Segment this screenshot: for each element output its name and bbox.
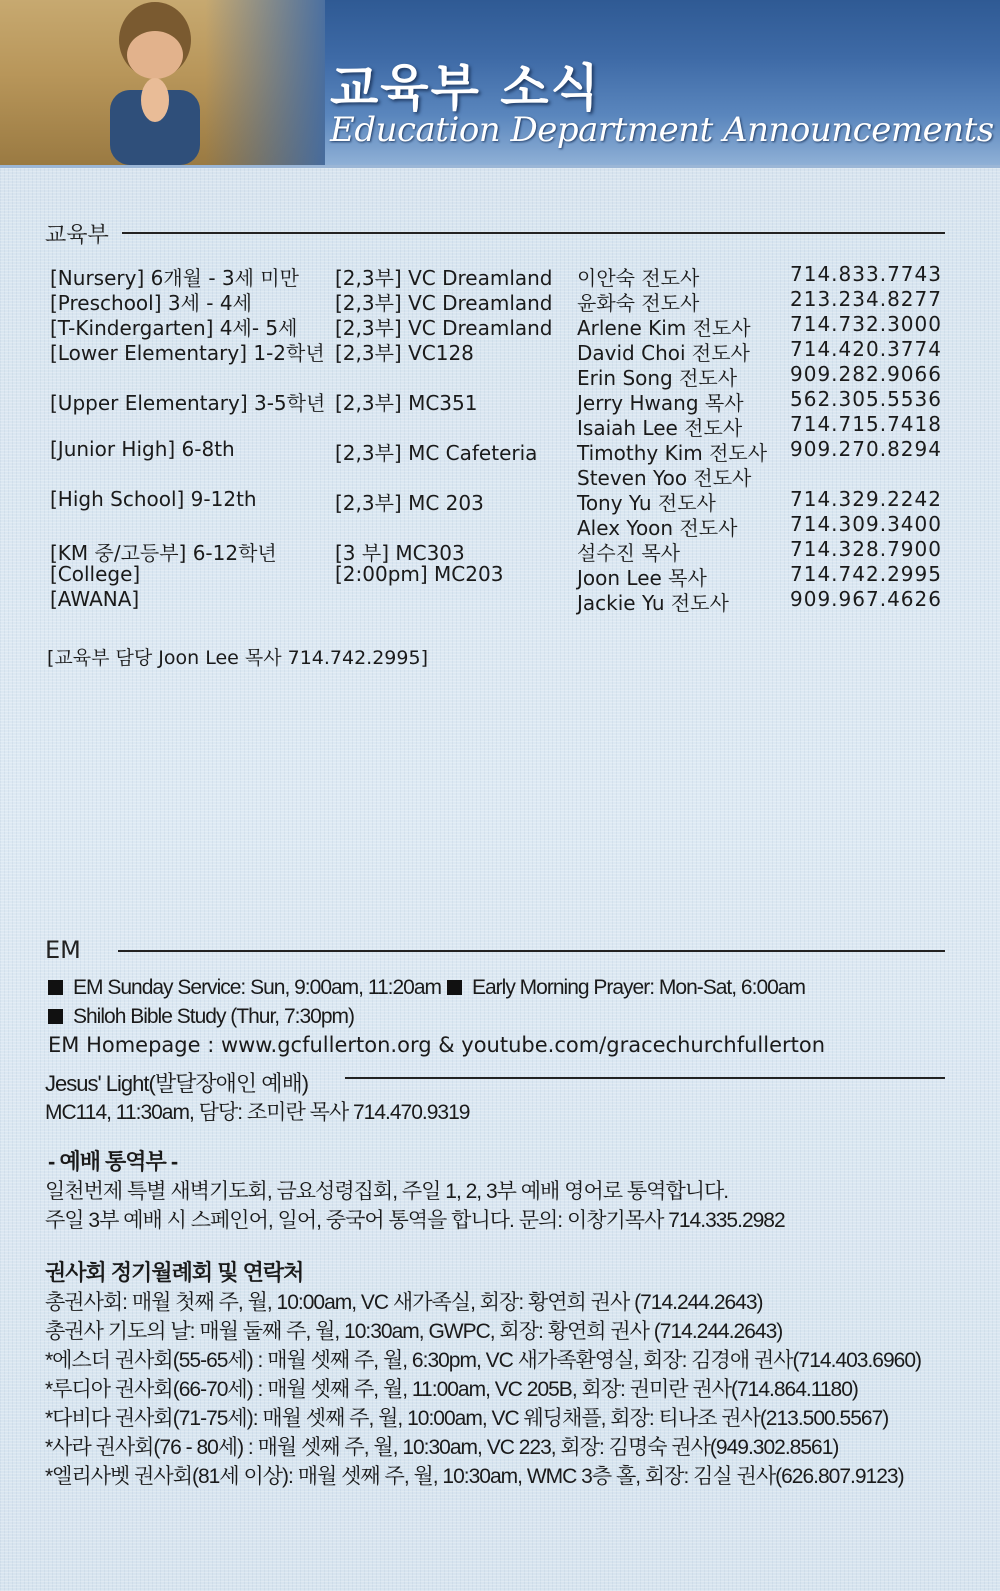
phone-cell: 909.967.4626 [790, 587, 942, 611]
program-cell: [Nursery] 6개월 - 3세 미만 [50, 266, 299, 290]
education-heading: 교육부 [45, 223, 109, 248]
header-banner [0, 0, 1000, 168]
program-cell: [Preschool] 3세 - 4세 [50, 291, 252, 315]
staff-cell: Arlene Kim 전도사 [577, 316, 751, 340]
staff-cell: Erin Song 전도사 [577, 366, 738, 390]
kwonsa-line: *엘리사벳 권사회(81세 이상): 매월 셋째 주, 월, 10:30am, WMC 3층 홀, 회장: 김실 권사(626.807.9123) [45, 1465, 904, 1488]
phone-cell: 714.328.7900 [790, 537, 942, 561]
bullet-square-icon [48, 1009, 63, 1024]
em-sunday-service: EM Sunday Service: Sun, 9:00am, 11:20am [48, 976, 441, 1000]
bullet-square-icon [447, 980, 462, 995]
location-cell: [3 부] MC303 [335, 541, 465, 565]
staff-cell: Tony Yu 전도사 [577, 491, 716, 515]
location-cell: [2:00pm] MC203 [335, 562, 504, 586]
staff-cell: 윤화숙 전도사 [577, 291, 700, 315]
location-cell: [2,3부] VC Dreamland [335, 291, 553, 315]
program-cell: [KM 중/고등부] 6-12학년 [50, 541, 277, 565]
em-early-prayer: Early Morning Prayer: Mon-Sat, 6:00am [447, 976, 805, 1000]
staff-cell: Jerry Hwang 목사 [577, 391, 744, 415]
jesus-light-divider [345, 1077, 945, 1079]
phone-cell: 714.420.3774 [790, 337, 942, 361]
kwonsa-heading: 권사회 정기월례회 및 연락처 [45, 1260, 304, 1285]
education-divider [122, 232, 945, 234]
kwonsa-line: 총권사 기도의 날: 매월 둘째 주, 월, 10:30am, GWPC, 회장: 황연희 권사 (714.244.2643) [45, 1320, 783, 1343]
location-cell: [2,3부] VC Dreamland [335, 316, 553, 340]
location-cell: [2,3부] MC351 [335, 391, 478, 415]
em-bible-study: Shiloh Bible Study (Thur, 7:30pm) [48, 1005, 354, 1029]
phone-cell: 562.305.5536 [790, 387, 942, 411]
interpretation-line-2: 주일 3부 예배 시 스페인어, 일어, 중국어 통역을 합니다. 문의: 이창기목사 714.335.2982 [45, 1209, 785, 1232]
program-cell: [Upper Elementary] 3-5학년 [50, 391, 326, 415]
em-homepage: EM Homepage : www.gcfullerton.org & youtube.com/gracechurchfullerton [48, 1033, 826, 1057]
phone-cell: 909.270.8294 [790, 437, 942, 461]
program-cell: [College] [50, 562, 141, 586]
phone-cell: 714.742.2995 [790, 562, 942, 586]
kwonsa-line: *에스더 권사회(55-65세) : 매월 셋째 주, 월, 6:30pm, VC 새가족환영실, 회장: 김경애 권사(714.403.6960) [45, 1349, 921, 1372]
program-cell: [AWANA] [50, 587, 140, 611]
phone-cell: 213.234.8277 [790, 287, 942, 311]
header-subtitle: Education Department Announcements [330, 110, 994, 150]
staff-cell: Joon Lee 목사 [577, 566, 707, 590]
interpretation-heading: - 예배 통역부 - [48, 1149, 178, 1174]
jesus-light-heading: Jesus' Light(발달장애인 예배) [45, 1071, 309, 1096]
location-cell: [2,3부] MC 203 [335, 491, 484, 515]
staff-cell: 이안숙 전도사 [577, 266, 700, 290]
phone-cell: 714.833.7743 [790, 262, 942, 286]
praying-child-image [80, 0, 230, 165]
program-cell: [Lower Elementary] 1-2학년 [50, 341, 325, 365]
interpretation-line-1: 일천번제 특별 새벽기도회, 금요성령집회, 주일 1, 2, 3부 예배 영어로 통역합니다. [45, 1180, 729, 1203]
phone-cell: 714.715.7418 [790, 412, 942, 436]
education-contact: [교육부 담당 Joon Lee 목사 714.742.2995] [47, 647, 428, 669]
kwonsa-line: 총권사회: 매월 첫째 주, 월, 10:00am, VC 새가족실, 회장: 황연희 권사 (714.244.2643) [45, 1291, 763, 1314]
location-cell: [2,3부] VC128 [335, 341, 474, 365]
phone-cell: 714.732.3000 [790, 312, 942, 336]
location-cell: [2,3부] VC Dreamland [335, 266, 553, 290]
program-cell: [Junior High] 6-8th [50, 437, 235, 461]
header-title: 교육부 소식 [330, 59, 601, 117]
location-cell: [2,3부] MC Cafeteria [335, 441, 538, 465]
staff-cell: David Choi 전도사 [577, 341, 750, 365]
bullet-square-icon [48, 980, 63, 995]
staff-cell: Steven Yoo 전도사 [577, 466, 752, 490]
staff-cell: 설수진 목사 [577, 541, 680, 565]
header-photo [0, 0, 325, 165]
program-cell: [T-Kindergarten] 4세- 5세 [50, 316, 298, 340]
em-divider [118, 950, 945, 952]
jesus-light-detail: MC114, 11:30am, 담당: 조미란 목사 714.470.9319 [45, 1101, 470, 1124]
phone-cell: 909.282.9066 [790, 362, 942, 386]
staff-cell: Timothy Kim 전도사 [577, 441, 768, 465]
staff-cell: Alex Yoon 전도사 [577, 516, 738, 540]
phone-cell: 714.309.3400 [790, 512, 942, 536]
em-heading: EM [45, 936, 81, 964]
kwonsa-line: *사라 권사회(76 - 80세) : 매월 셋째 주, 월, 10:30am, VC 223, 회장: 김명숙 권사(949.302.8561) [45, 1436, 839, 1459]
kwonsa-line: *다비다 권사회(71-75세): 매월 셋째 주, 월, 10:00am, VC 웨딩채플, 회장: 티나조 권사(213.500.5567) [45, 1407, 889, 1430]
staff-cell: Isaiah Lee 전도사 [577, 416, 743, 440]
phone-cell: 714.329.2242 [790, 487, 942, 511]
staff-cell: Jackie Yu 전도사 [577, 591, 729, 615]
kwonsa-line: *루디아 권사회(66-70세) : 매월 셋째 주, 월, 11:00am, VC 205B, 회장: 권미란 권사(714.864.1180) [45, 1378, 858, 1401]
program-cell: [High School] 9-12th [50, 487, 257, 511]
